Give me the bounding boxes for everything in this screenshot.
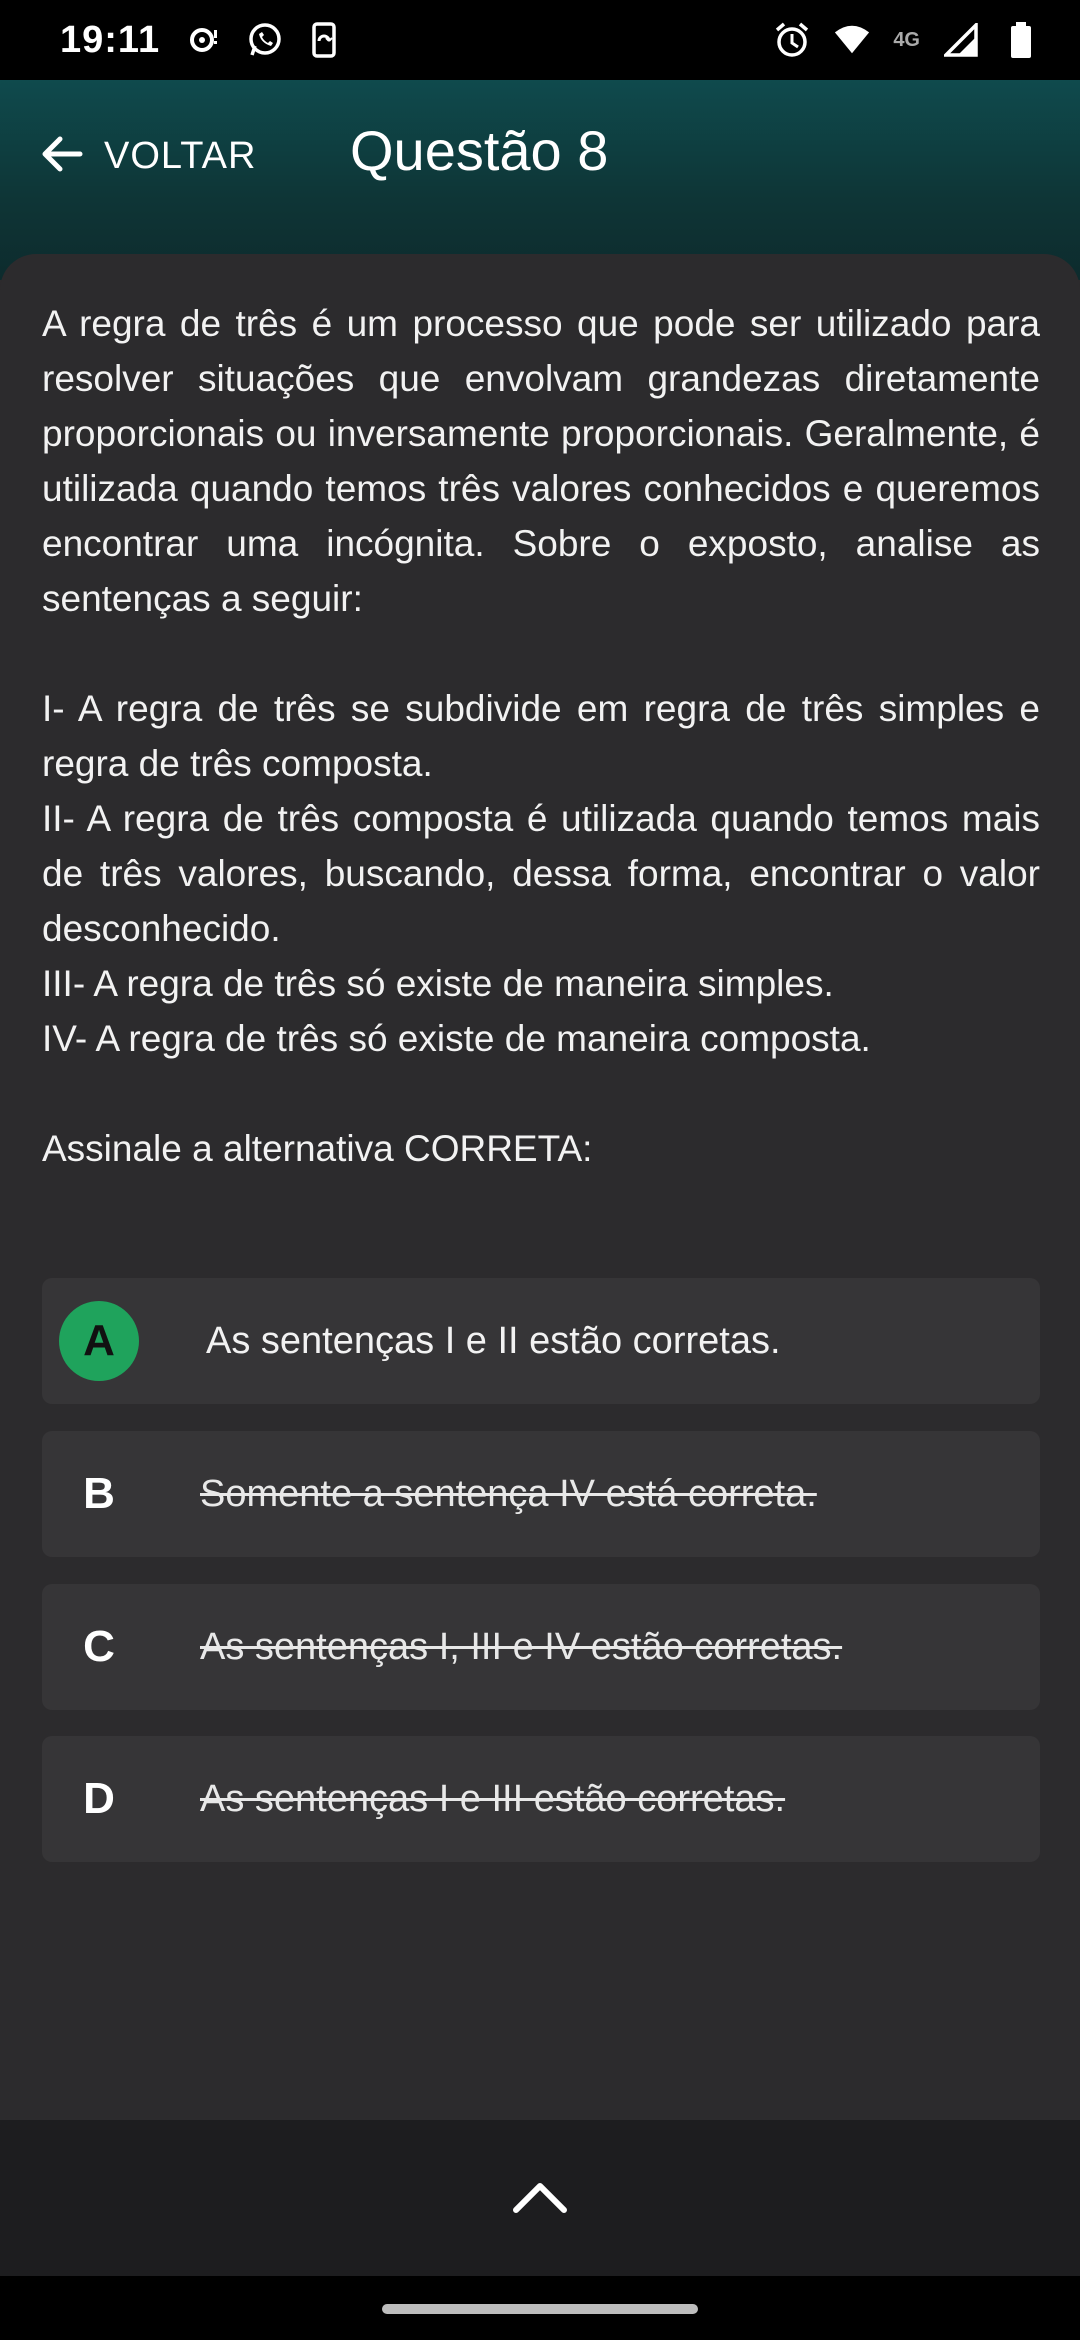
option-d-letter: D bbox=[83, 1774, 115, 1823]
chevron-up-icon[interactable] bbox=[510, 2176, 570, 2221]
question-prompt: Assinale a alternativa CORRETA: bbox=[42, 1128, 593, 1169]
notification-icon bbox=[186, 21, 224, 59]
spacer bbox=[42, 626, 1040, 681]
option-b-text: Somente a sentença IV está correta. bbox=[200, 1472, 817, 1515]
page-title: Questão 8 bbox=[350, 119, 609, 182]
status-right-icons bbox=[773, 21, 1040, 59]
phone-sync-icon bbox=[306, 21, 344, 59]
sentence-3: III- A regra de três só existe de maneira simples. bbox=[42, 963, 834, 1004]
system-nav-bar bbox=[0, 2276, 1080, 2340]
option-a[interactable] bbox=[42, 1278, 1040, 1404]
whatsapp-icon bbox=[246, 21, 284, 59]
option-c-letter: C bbox=[83, 1622, 115, 1671]
alarm-icon bbox=[773, 21, 811, 59]
option-d-badge bbox=[42, 1736, 156, 1862]
selected-indicator bbox=[59, 1301, 139, 1381]
option-c-badge bbox=[42, 1584, 156, 1710]
option-b-badge bbox=[42, 1431, 156, 1557]
question-intro: A regra de três é um processo que pode ser utilizado para resolver situações que envolvam grandezas diretamente proporcionais ou inversamente proporcionais. Geralmente, é utilizada quando temos três valores conhecidos e queremos encontrar uma incógnita. Sobre o exposto, analise as sentenças a seguir: bbox=[42, 303, 1040, 619]
option-d-text: As sentenças I e III estão corretas. bbox=[200, 1777, 786, 1820]
wifi-icon bbox=[833, 21, 871, 59]
bottom-bar bbox=[0, 2120, 1080, 2276]
network-type-label: 4G bbox=[893, 28, 920, 51]
question-text bbox=[42, 296, 1040, 1176]
sentence-2: II- A regra de três composta é utilizada quando temos mais de três valores, buscando, dessa forma, encontrar o valor desconhecido. bbox=[42, 798, 1040, 949]
arrow-left-icon bbox=[38, 130, 86, 183]
status-left-icons bbox=[186, 21, 344, 59]
sentence-1: I- A regra de três se subdivide em regra de três simples e regra de três composta. bbox=[42, 688, 1040, 784]
option-d[interactable] bbox=[42, 1736, 1040, 1862]
status-time: 19:11 bbox=[60, 18, 161, 61]
header bbox=[0, 80, 1080, 280]
option-b-letter: B bbox=[83, 1469, 115, 1518]
option-c-text: As sentenças I, III e IV estão corretas. bbox=[200, 1625, 843, 1668]
home-indicator[interactable] bbox=[382, 2304, 698, 2314]
sentence-4: IV- A regra de três só existe de maneira composta. bbox=[42, 1018, 871, 1059]
option-a-letter: A bbox=[83, 1316, 115, 1365]
status-bar bbox=[0, 0, 1080, 80]
option-b[interactable] bbox=[42, 1431, 1040, 1557]
spacer bbox=[42, 1066, 1040, 1121]
back-button[interactable] bbox=[38, 124, 256, 188]
question-card bbox=[0, 254, 1080, 2120]
back-label: VOLTAR bbox=[104, 134, 257, 177]
battery-icon bbox=[1002, 21, 1040, 59]
option-a-badge bbox=[42, 1278, 156, 1404]
signal-icon bbox=[942, 21, 980, 59]
option-a-text: As sentenças I e II estão corretas. bbox=[206, 1319, 781, 1362]
option-c[interactable] bbox=[42, 1584, 1040, 1710]
